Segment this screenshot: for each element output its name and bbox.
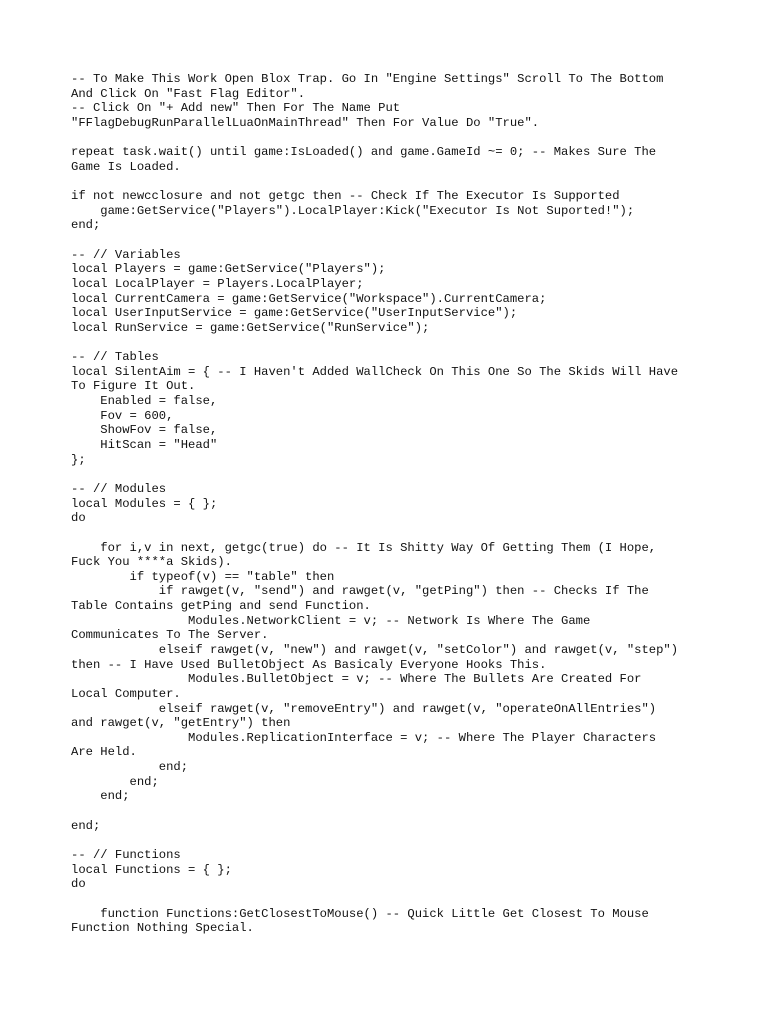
code-line: local Players = game:GetService("Players"); — [71, 262, 386, 277]
code-line: And Click On "Fast Flag Editor". — [71, 86, 306, 101]
code-line: and rawget(v, "getEntry") then — [71, 716, 291, 731]
code-line: Modules.ReplicationInterface = v; -- Where The Player Characters — [71, 730, 657, 745]
code-line: if typeof(v) == "table" then — [71, 569, 335, 584]
code-line: elseif rawget(v, "new") and rawget(v, "setColor") and rawget(v, "step") — [71, 642, 679, 657]
blank-line — [71, 467, 711, 482]
blank-line — [71, 833, 711, 848]
code-line: Are Held. — [71, 745, 137, 760]
code-listing — [71, 72, 711, 936]
code-line: local CurrentCamera = game:GetService("Workspace").CurrentCamera; — [71, 291, 547, 306]
code-line: then -- I Have Used BulletObject As Basicaly Everyone Hooks This. — [71, 657, 547, 672]
code-line: local Functions = { }; — [71, 862, 232, 877]
blank-line — [71, 804, 711, 819]
code-line: -- Click On "+ Add new" Then For The Name Put — [71, 101, 401, 116]
code-line: Local Computer. — [71, 686, 181, 701]
code-line: repeat task.wait() until game:IsLoaded() and game.GameId ~= 0; -- Makes Sure The — [71, 145, 657, 160]
code-line: Modules.NetworkClient = v; -- Network Is Where The Game — [71, 613, 591, 628]
code-line: do — [71, 511, 86, 526]
code-line: end; — [71, 774, 159, 789]
code-line: "FFlagDebugRunParallelLuaOnMainThread" Then For Value Do "True". — [71, 115, 540, 130]
blank-line — [71, 174, 711, 189]
code-line: end; — [71, 818, 101, 833]
code-line: }; — [71, 452, 86, 467]
code-line: Fuck You ****a Skids). — [71, 555, 232, 570]
code-line: -- // Variables — [71, 247, 181, 262]
code-line: end; — [71, 789, 130, 804]
blank-line — [71, 336, 711, 351]
code-line: end; — [71, 760, 189, 775]
code-line: for i,v in next, getgc(true) do -- It Is Shitty Way Of Getting Them (I Hope, — [71, 540, 657, 555]
code-line: local SilentAim = { -- I Haven't Added WallCheck On This One So The Skids Will Have — [71, 364, 679, 379]
blank-line — [71, 233, 711, 248]
code-line: local RunService = game:GetService("RunService"); — [71, 320, 430, 335]
code-line: elseif rawget(v, "removeEntry") and rawget(v, "operateOnAllEntries") — [71, 701, 657, 716]
code-line: local UserInputService = game:GetService("UserInputService"); — [71, 306, 518, 321]
code-line: Enabled = false, — [71, 394, 218, 409]
code-line: Fov = 600, — [71, 408, 174, 423]
code-line: local Modules = { }; — [71, 496, 218, 511]
code-line: Game Is Loaded. — [71, 159, 181, 174]
code-line: do — [71, 877, 86, 892]
code-line: Modules.BulletObject = v; -- Where The Bullets Are Created For — [71, 672, 642, 687]
code-line: if rawget(v, "send") and rawget(v, "getPing") then -- Checks If The — [71, 584, 649, 599]
code-line: -- // Functions — [71, 847, 181, 862]
code-line: To Figure It Out. — [71, 379, 196, 394]
code-line: game:GetService("Players").LocalPlayer:Kick("Executor Is Not Suported!"); — [71, 203, 635, 218]
code-line: Communicates To The Server. — [71, 628, 269, 643]
code-line: Table Contains getPing and send Function. — [71, 599, 371, 614]
blank-line — [71, 131, 711, 146]
code-line: function Functions:GetClosestToMouse() -- Quick Little Get Closest To Mouse — [71, 906, 649, 921]
code-line: local LocalPlayer = Players.LocalPlayer; — [71, 276, 364, 291]
code-line: -- To Make This Work Open Blox Trap. Go In "Engine Settings" Scroll To The Bottom — [71, 72, 664, 86]
code-line: Function Nothing Special. — [71, 921, 254, 936]
blank-line — [71, 526, 711, 541]
code-line: HitScan = "Head" — [71, 438, 218, 453]
blank-line — [71, 892, 711, 907]
code-line: ShowFov = false, — [71, 423, 218, 438]
code-line: -- // Modules — [71, 481, 167, 496]
code-line: if not newcclosure and not getgc then -- Check If The Executor Is Supported — [71, 189, 620, 204]
code-line: -- // Tables — [71, 350, 159, 365]
code-line: end; — [71, 218, 101, 233]
